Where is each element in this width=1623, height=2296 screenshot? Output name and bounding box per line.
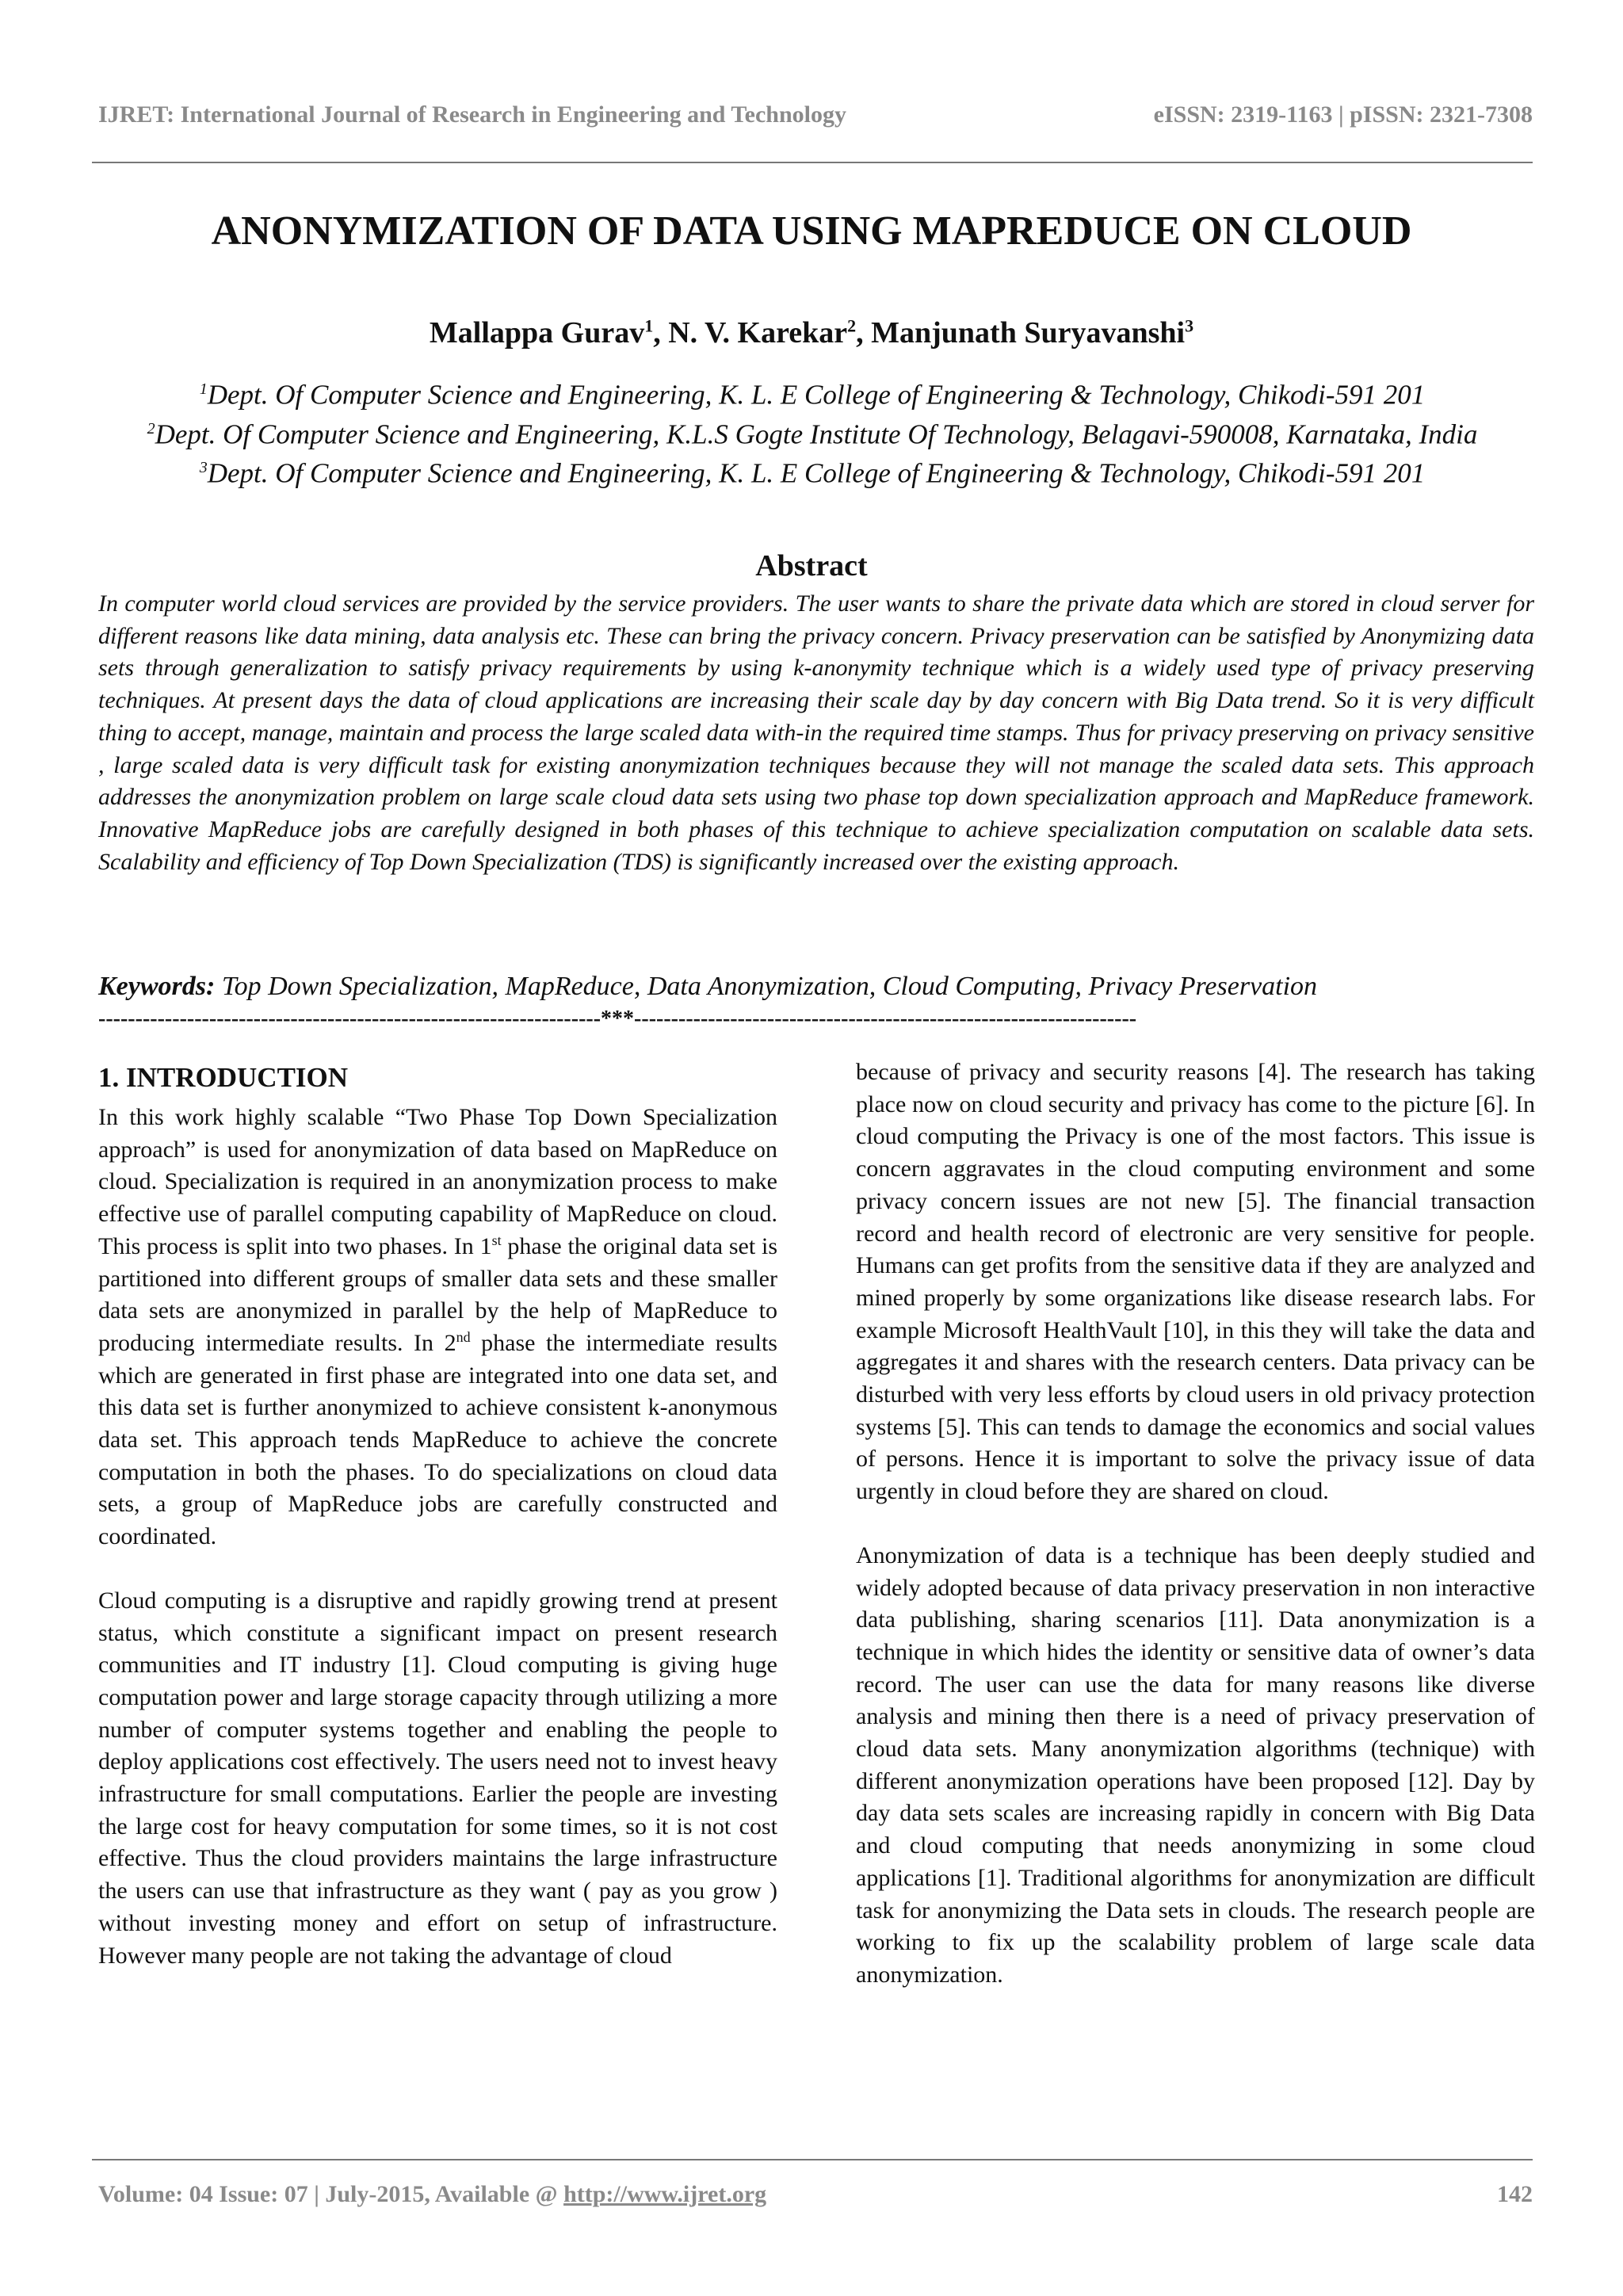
journal-header bbox=[98, 101, 1533, 128]
author-list: Mallappa Gurav$^1$, N. V. Karekar$^2$, Manjunath Suryavanshi$^3$ bbox=[429, 315, 1194, 350]
affiliation-1: $^1$Dept. Of Computer Science and Engineering, K. L. E College of Engineering & Technology, Chikodi-591 201 bbox=[199, 379, 1426, 411]
header-divider bbox=[92, 162, 1533, 163]
intro-paragraph-3: because of privacy and security reasons [4]. The research has taking place now on cloud security and privacy has come to the picture [6]. In cloud computing the Privacy is one of the most factors. This issue is concern aggravates in the cloud computing environment and some privacy concern issues are not new [5]. The financial transaction record and health record of electronic are very sensitive for people. Humans can get profits from the sensitive data if they are analyzed and mined properly by some organizations like disease research labs. For example Microsoft HealthVault [10], in this they will take the data and aggregates it and shares with the research centers. Data privacy can be disturbed with very less efforts by cloud users in old privacy protection systems [5]. This can tends to damage the economics and social values of persons. Hence it is important to solve the privacy issue of data urgently in cloud before they are shared on cloud. bbox=[856, 1059, 1535, 1505]
author-name: N. V. Karekar bbox=[668, 316, 848, 350]
right-column bbox=[856, 1056, 1535, 1992]
journal-name: IJRET: International Journal of Research in Engineering and Technology bbox=[98, 101, 847, 128]
affiliation-3: $^3$Dept. Of Computer Science and Engineering, K. L. E College of Engineering & Technology, Chikodi-591 201 bbox=[199, 457, 1426, 489]
affiliations bbox=[95, 372, 1529, 491]
footer-volume: Volume: 04 Issue: 07 | July-2015, Available @ http://www.ijret.org bbox=[98, 2181, 767, 2207]
intro-paragraph-2: Cloud computing is a disruptive and rapidly growing trend at present status, which constitute a significant impact on present research communities and IT industry [1]. Cloud computing is giving huge computation power and large storage capacity through utilizing a more number of computer systems together and enabling the people to deploy applications cost effectively. The users need not to invest heavy infrastructure for small computations. Earlier the people are investing the large cost for heavy computation for some times, so it is not cost effective. Thus the cloud providers maintains the large infrastructure the users can use that infrastructure as they want ( pay as you grow ) without investing money and effort on setup of infrastructure. However many people are not taking the advantage of cloud bbox=[98, 1587, 777, 1969]
author-sup: 1 bbox=[644, 315, 654, 336]
left-column bbox=[98, 1059, 777, 1972]
author-sup: 2 bbox=[847, 315, 857, 336]
keywords-label: Keywords: bbox=[98, 972, 216, 1001]
intro-paragraph-1: In this work highly scalable “Two Phase Top Down Specialization approach” is used for anonymization of data based on MapReduce on cloud. Specialization is required in an anonymization process to make effective use of parallel computing capability of MapReduce on cloud. This process is split into two phases. In 1st phase the original data set is partitioned into different groups of smaller data sets and these smaller data sets are anonymized in parallel by the help of MapReduce to producing intermediate results. In 2nd phase the intermediate results which are generated in first phase are integrated into one data set, and this data set is further anonymized to achieve consistent k-anonymous data set. This approach tends MapReduce to achieve the concrete computation in both the phases. To do specializations on cloud data sets, a group of MapReduce jobs are carefully constructed and coordinated. bbox=[98, 1104, 777, 1550]
section-heading-introduction: 1. INTRODUCTION bbox=[98, 1062, 349, 1093]
issn-info: eISSN: 2319-1163 | pISSN: 2321-7308 bbox=[1153, 101, 1533, 128]
keywords-text: Top Down Specialization, MapReduce, Data Anonymization, Cloud Computing, Privacy Preservation bbox=[215, 972, 1318, 1001]
author-name: Mallappa Gurav bbox=[429, 316, 645, 350]
footer-divider bbox=[92, 2159, 1533, 2160]
affiliation-2: $^2$Dept. Of Computer Science and Engineering, K.L.S Gogte Institute Of Technology, Belagavi-590008, Karnataka, India bbox=[147, 418, 1478, 450]
section-separator: --------------------------------------------------------------------***-------------------------------------------------------------------- bbox=[98, 1007, 1137, 1031]
keywords bbox=[98, 972, 1534, 1002]
page-number: 142 bbox=[1497, 2181, 1533, 2207]
abstract-heading: Abstract bbox=[755, 549, 868, 583]
abstract-text: In computer world cloud services are provided by the service providers. The user wants to share the private data which are stored in cloud server for different reasons like data mining, data analysis etc. These can bring the privacy concern. Privacy preservation can be satisfied by Anonymizing data sets through generalization to satisfy privacy requirements by using k-anonymity technique which is a widely used type of privacy preserving techniques. At present days the data of cloud applications are increasing their scale day by day concern with Big Data trend. So it is very difficult thing to accept, manage, maintain and process the large scaled data with-in the required time stamps. Thus for privacy preserving on privacy sensitive , large scaled data is very difficult task for existing anonymization techniques because they will not manage the scaled data sets. This approach addresses the anonymization problem on large scale cloud data sets using two phase top down specialization approach and MapReduce framework. Innovative MapReduce jobs are carefully designed in both phases of this technique to achieve specialization computation on scalable data sets. Scalability and efficiency of Top Down Specialization (TDS) is significantly increased over the existing approach. bbox=[98, 590, 1534, 875]
page-footer bbox=[98, 2181, 1533, 2208]
author-name: Manjunath Suryavanshi bbox=[871, 316, 1186, 350]
paper-title: ANONYMIZATION OF DATA USING MAPREDUCE ON CLOUD bbox=[211, 208, 1412, 254]
journal-link[interactable]: http://www.ijret.org bbox=[563, 2181, 767, 2207]
author-sup: 3 bbox=[1185, 315, 1194, 336]
intro-paragraph-4: Anonymization of data is a technique has been deeply studied and widely adopted because of data privacy preservation in non interactive data publishing, sharing scenarios [11]. Data anonymization is a technique in which hides the identity or sensitive data of owner’s data record. The user can use the data for many reasons like diverse analysis and mining then there is a need of privacy preservation of cloud data sets. Many anonymization algorithms (technique) with different anonymization operations have been proposed [12]. Day by day data sets scales are increasing rapidly in concern with Big Data and cloud computing that needs anonymizing in some cloud applications [1]. Traditional algorithms for anonymization are difficult task for anonymizing the Data sets in clouds. The research people are working to fix up the scalability problem of large scale data anonymization. bbox=[856, 1541, 1535, 1988]
